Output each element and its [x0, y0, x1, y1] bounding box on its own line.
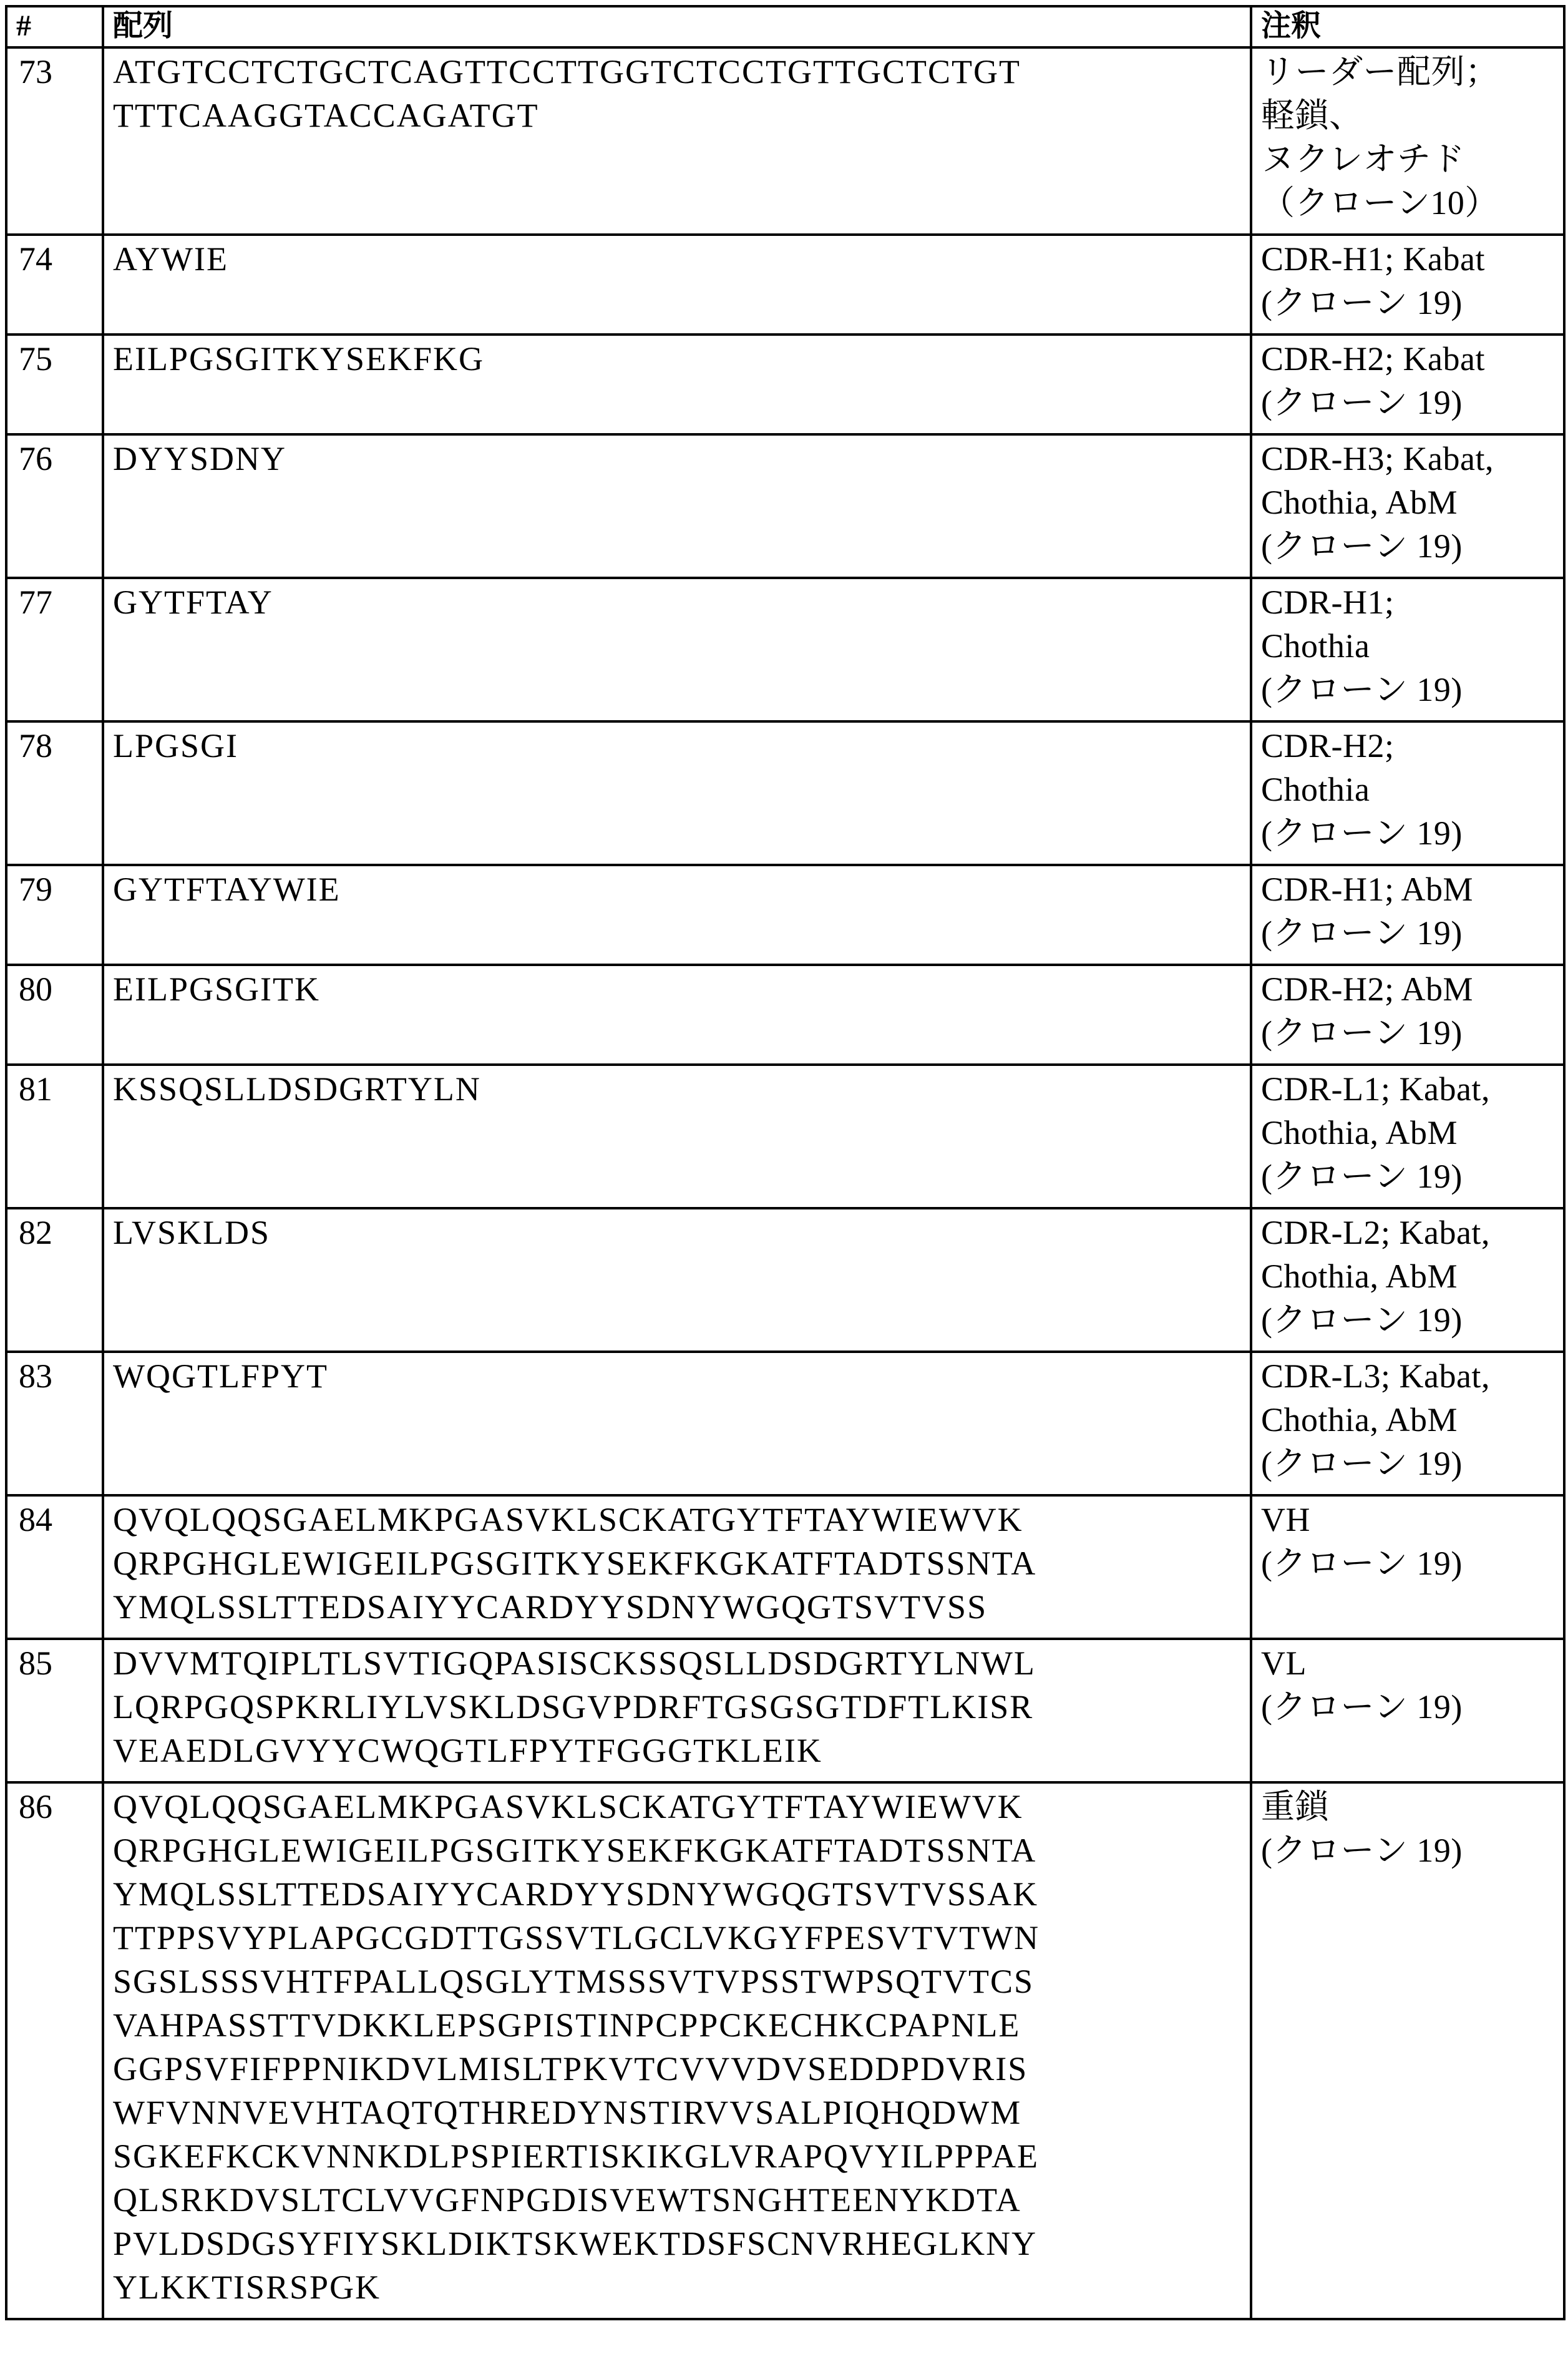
- row-annotation: CDR-H2; AbM (クローン 19): [1251, 965, 1564, 1065]
- table-row: [6, 1208, 1564, 1352]
- table-row: [6, 578, 1564, 721]
- table-row: [6, 965, 1564, 1065]
- row-annotation: リーダー配列； 軽鎖、 ヌクレオチド （クローン10）: [1251, 47, 1564, 235]
- row-annotation: CDR-H1; Chothia (クローン 19): [1251, 578, 1564, 721]
- row-annotation: CDR-H2; Kabat (クローン 19): [1251, 335, 1564, 434]
- row-annotation: VH (クローン 19): [1251, 1495, 1564, 1639]
- row-annotation: VL (クローン 19): [1251, 1639, 1564, 1782]
- header-annotation: 注釈: [1251, 6, 1564, 47]
- table-row: [6, 1782, 1564, 2319]
- header-row: [6, 6, 1564, 47]
- header-number: #: [6, 6, 103, 47]
- row-sequence: WQGTLFPYT: [103, 1352, 1251, 1495]
- table-row: [6, 235, 1564, 335]
- row-annotation: CDR-H1; Kabat (クローン 19): [1251, 235, 1564, 335]
- row-sequence: EILPGSGITKYSEKFKG: [103, 335, 1251, 434]
- row-sequence: GYTFTAY: [103, 578, 1251, 721]
- sequence-table: [5, 5, 1566, 2320]
- row-annotation: 重鎖 (クローン 19): [1251, 1782, 1564, 2319]
- row-annotation: CDR-L1; Kabat, Chothia, AbM (クローン 19): [1251, 1065, 1564, 1208]
- row-annotation: CDR-H2; Chothia (クローン 19): [1251, 721, 1564, 865]
- row-sequence: GYTFTAYWIE: [103, 865, 1251, 965]
- row-annotation: CDR-L2; Kabat, Chothia, AbM (クローン 19): [1251, 1208, 1564, 1352]
- row-number: 80: [6, 965, 103, 1065]
- table-row: [6, 1352, 1564, 1495]
- row-sequence: EILPGSGITK: [103, 965, 1251, 1065]
- row-sequence: DYYSDNY: [103, 434, 1251, 578]
- row-number: 81: [6, 1065, 103, 1208]
- table-row: [6, 1495, 1564, 1639]
- row-number: 76: [6, 434, 103, 578]
- row-number: 84: [6, 1495, 103, 1639]
- row-number: 74: [6, 235, 103, 335]
- table-body: [6, 47, 1564, 2319]
- table-row: [6, 865, 1564, 965]
- row-number: 78: [6, 721, 103, 865]
- row-number: 82: [6, 1208, 103, 1352]
- row-number: 77: [6, 578, 103, 721]
- table-row: [6, 1639, 1564, 1782]
- row-number: 75: [6, 335, 103, 434]
- row-sequence: AYWIE: [103, 235, 1251, 335]
- row-sequence: LPGSGI: [103, 721, 1251, 865]
- table-row: [6, 335, 1564, 434]
- row-number: 79: [6, 865, 103, 965]
- row-sequence: QVQLQQSGAELMKPGASVKLSCKATGYTFTAYWIEWVK QRPGHGLEWIGEILPGSGITKYSEKFKGKATFTADTSSNTA YMQLSSLTTEDSAIYYCARDYYSDNYWGQGTSVTVSS: [103, 1495, 1251, 1639]
- row-annotation: CDR-L3; Kabat, Chothia, AbM (クローン 19): [1251, 1352, 1564, 1495]
- row-annotation: CDR-H1; AbM (クローン 19): [1251, 865, 1564, 965]
- table-row: [6, 47, 1564, 235]
- row-sequence: LVSKLDS: [103, 1208, 1251, 1352]
- table-row: [6, 434, 1564, 578]
- row-number: 83: [6, 1352, 103, 1495]
- row-annotation: CDR-H3; Kabat, Chothia, AbM (クローン 19): [1251, 434, 1564, 578]
- row-sequence: KSSQSLLDSDGRTYLN: [103, 1065, 1251, 1208]
- row-number: 86: [6, 1782, 103, 2319]
- header-sequence: 配列: [103, 6, 1251, 47]
- row-sequence: ATGTCCTCTGCTCAGTTCCTTGGTCTCCTGTTGCTCTGT TTTCAAGGTACCAGATGT: [103, 47, 1251, 235]
- row-number: 85: [6, 1639, 103, 1782]
- row-sequence: QVQLQQSGAELMKPGASVKLSCKATGYTFTAYWIEWVK QRPGHGLEWIGEILPGSGITKYSEKFKGKATFTADTSSNTA YMQLSSLTTEDSAIYYCARDYYSDNYWGQGTSVTVSSAK TTPPSVYPLAPGCGDTTGSSVTLGCLVKGYFPESVTVTWN SGSLSSSVHTFPALLQSGLYTMSSSVTVPSSTWPSQTVTCS VAHPASSTTVDKKLEPSGPISTINPCPPCKECHKCPAPNLE GGPSVFIFPPNIKDVLMISLTPKVTCVVVDVSEDDPDVRIS WFVNNVEVHTAQTQTHREDYNSTIRVVSALPIQHQDWM SGKEFKCKVNNKDLPSPIERTISKIKGLVRAPQVYILPPPAE QLSRKDVSLTCLVVGFNPGDISVEWTSNGHTEENYKDTA PVLDSDGSYFIYSKLDIKTSKWEKTDSFSCNVRHEGLKNY YLKKTISRSPGK: [103, 1782, 1251, 2319]
- row-number: 73: [6, 47, 103, 235]
- table-row: [6, 721, 1564, 865]
- row-sequence: DVVMTQIPLTLSVTIGQPASISCKSSQSLLDSDGRTYLNWL LQRPGQSPKRLIYLVSKLDSGVPDRFTGSGSGTDFTLKISR VEAEDLGVYYCWQGTLFPYTFGGGTKLEIK: [103, 1639, 1251, 1782]
- table-row: [6, 1065, 1564, 1208]
